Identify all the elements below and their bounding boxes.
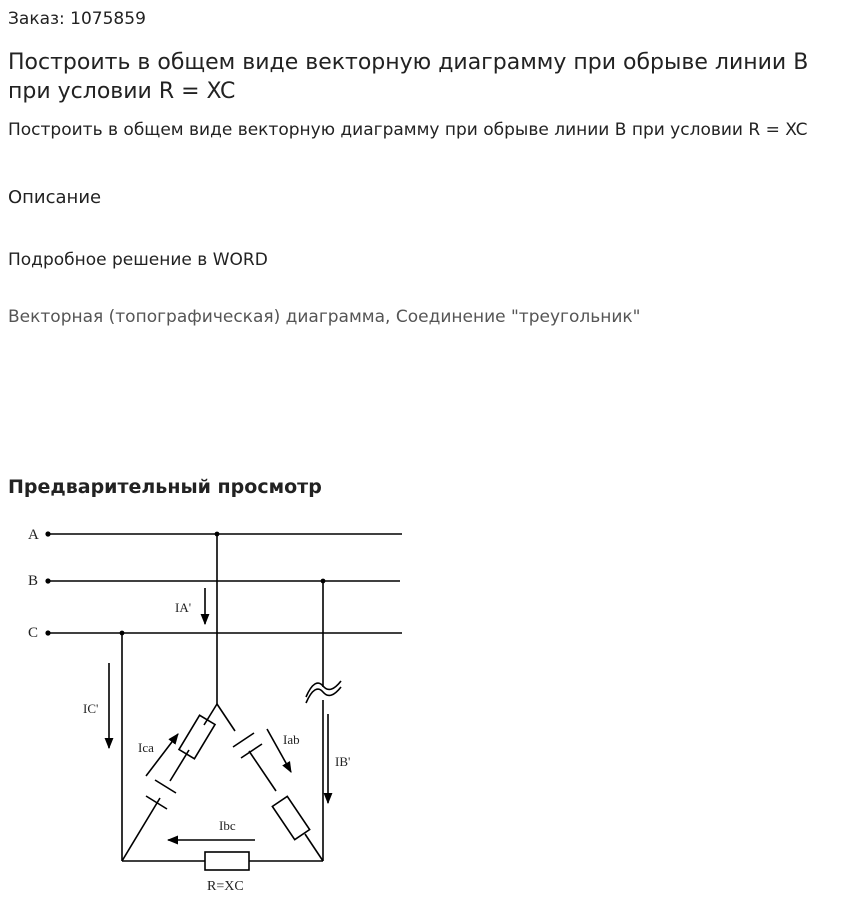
label-c: C [28,625,39,641]
task-description: Построить в общем виде векторную диаграмму при обрыве линии B при условии R = XC [8,120,808,140]
label-b: B [28,573,39,589]
label-ib: IB' [335,754,351,769]
category-tags: Векторная (топографическая) диаграмма, Соединение "треугольник" [8,307,641,327]
word-solution-note: Подробное решение в WORD [8,250,268,270]
section-label-description: Описание [8,187,102,208]
label-a: A [28,527,39,543]
circuit-diagram [0,510,420,900]
label-ia: IA' [175,600,192,615]
preview-heading: Предварительный просмотр [8,476,322,498]
capacitor-ca-1 [155,780,176,793]
label-condition: R=XC [207,879,244,894]
resistor-bc [205,852,249,870]
capacitor-ab-1 [233,733,254,747]
label-ica: Ica [138,740,154,755]
label-ibc: Ibc [219,818,236,833]
order-number: Заказ: 1075859 [8,9,146,29]
resistor-ab [272,796,309,839]
resistor-ca [179,715,215,759]
page-title: Построить в общем виде векторную диаграмму при обрыве линии B при условии R = XC [8,50,809,104]
label-ic: IC' [83,701,99,716]
label-iab: Iab [283,732,300,747]
capacitor-ca-2 [146,796,167,809]
